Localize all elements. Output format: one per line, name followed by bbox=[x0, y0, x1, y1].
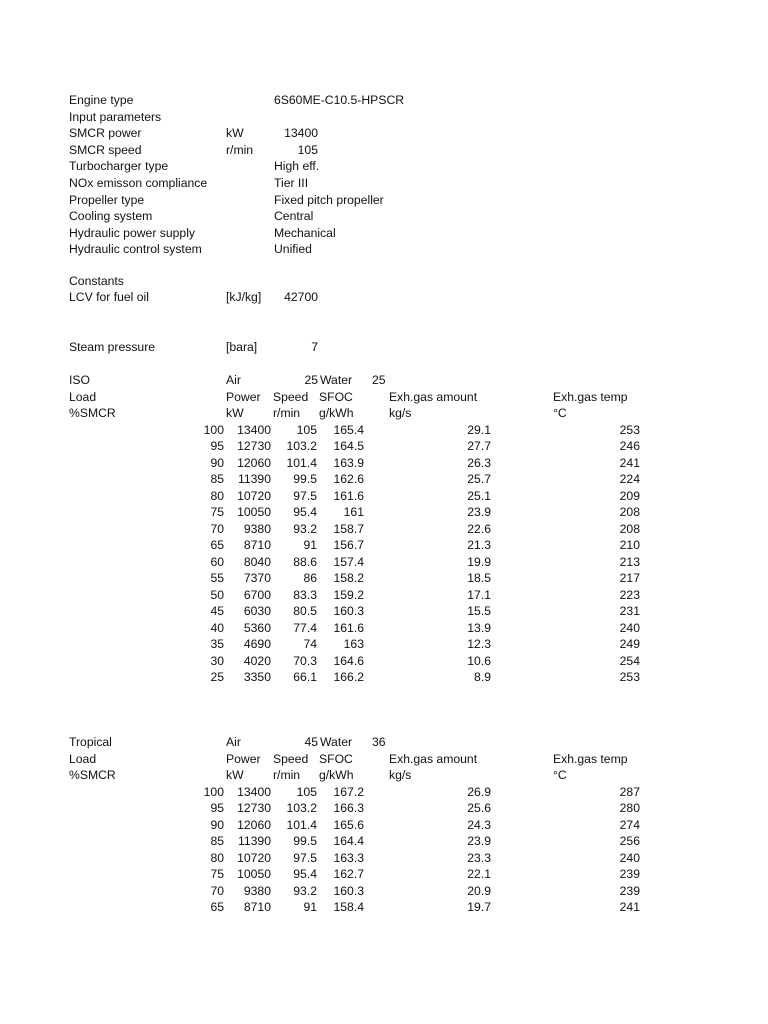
param-unit: r/min bbox=[226, 142, 254, 157]
load-cell: 25 bbox=[210, 670, 224, 684]
water-label: Water bbox=[320, 373, 353, 387]
exh-temp-cell: 239 bbox=[619, 883, 640, 898]
exh-amount-cell: 12.3 bbox=[467, 637, 491, 651]
exh-amount-cell: 8.9 bbox=[474, 670, 491, 684]
sfoc-cell: 161 bbox=[343, 505, 364, 519]
unit-kw: kW bbox=[226, 406, 244, 420]
exh-amount-cell: 17.1 bbox=[467, 587, 491, 602]
speed-cell: 74 bbox=[303, 637, 317, 651]
sfoc-cell: 161.6 bbox=[333, 488, 364, 503]
condition-name: ISO bbox=[69, 373, 90, 387]
sfoc-cell: 164.6 bbox=[333, 653, 364, 668]
load-cell: 85 bbox=[210, 472, 224, 486]
exh-temp-cell: 241 bbox=[619, 455, 640, 470]
condition-name: Tropical bbox=[69, 735, 112, 749]
speed-cell: 66.1 bbox=[293, 670, 317, 684]
exh-temp-cell: 253 bbox=[619, 422, 640, 437]
load-cell: 35 bbox=[210, 637, 224, 651]
speed-cell: 91 bbox=[303, 538, 317, 552]
sfoc-cell: 166.3 bbox=[333, 801, 364, 815]
param-text: Central bbox=[274, 209, 314, 224]
param-label: Hydraulic power supply bbox=[69, 225, 195, 240]
speed-cell: 95.4 bbox=[293, 505, 317, 519]
smcr-header: %SMCR bbox=[69, 406, 116, 420]
exh-temp-cell: 246 bbox=[619, 439, 640, 453]
load-cell: 65 bbox=[210, 900, 224, 914]
constants-heading: Constants bbox=[69, 274, 124, 288]
exh-temp-cell: 249 bbox=[619, 637, 640, 651]
exh-amount-cell: 22.6 bbox=[467, 521, 491, 536]
speed-cell: 101.4 bbox=[286, 455, 317, 470]
speed-cell: 80.5 bbox=[293, 604, 317, 618]
exh-amount-cell: 18.5 bbox=[467, 571, 491, 585]
exh-temp-cell: 280 bbox=[619, 801, 640, 815]
sfoc-cell: 160.3 bbox=[333, 883, 364, 898]
power-cell: 6030 bbox=[243, 604, 271, 618]
sfoc-cell: 159.2 bbox=[333, 587, 364, 602]
power-cell: 4020 bbox=[243, 653, 271, 668]
exh-amount-cell: 22.1 bbox=[467, 867, 491, 881]
power-cell: 10050 bbox=[237, 505, 271, 519]
exh-amount-cell: 20.9 bbox=[467, 883, 491, 898]
speed-cell: 77.4 bbox=[293, 620, 317, 635]
sfoc-cell: 162.6 bbox=[333, 472, 364, 486]
param-unit: kW bbox=[226, 126, 244, 141]
load-cell: 100 bbox=[203, 422, 224, 437]
sfoc-cell: 167.2 bbox=[333, 784, 364, 799]
exh-temp-cell: 210 bbox=[619, 538, 640, 552]
exh-temp-cell: 274 bbox=[619, 817, 640, 832]
lcv-label: LCV for fuel oil bbox=[69, 290, 149, 304]
air-label: Air bbox=[226, 735, 241, 749]
sfoc-cell: 156.7 bbox=[333, 538, 364, 552]
param-value: 105 bbox=[297, 142, 318, 157]
load-header: Load bbox=[69, 389, 97, 404]
param-label: Propeller type bbox=[69, 192, 145, 207]
power-cell: 11390 bbox=[238, 472, 271, 486]
unit-rmin: r/min bbox=[273, 768, 301, 782]
speed-cell: 95.4 bbox=[293, 867, 317, 881]
load-cell: 90 bbox=[210, 455, 224, 470]
smcr-header: %SMCR bbox=[69, 768, 116, 782]
speed-cell: 101.4 bbox=[286, 817, 317, 832]
exh-amount-cell: 26.9 bbox=[467, 784, 491, 799]
sfoc-cell: 166.2 bbox=[333, 670, 364, 684]
load-cell: 90 bbox=[210, 817, 224, 832]
speed-header: Speed bbox=[273, 751, 309, 766]
power-cell: 5360 bbox=[243, 620, 271, 635]
sfoc-cell: 165.4 bbox=[333, 422, 364, 437]
sfoc-cell: 164.4 bbox=[333, 834, 364, 848]
lcv-unit: [kJ/kg] bbox=[226, 290, 262, 304]
exh-temp-cell: 208 bbox=[619, 521, 640, 536]
water-temp: 36 bbox=[372, 735, 386, 749]
param-text: Fixed pitch propeller bbox=[274, 192, 384, 207]
air-temp: 45 bbox=[304, 735, 318, 749]
load-cell: 80 bbox=[210, 850, 224, 865]
speed-cell: 83.3 bbox=[293, 587, 317, 602]
speed-cell: 97.5 bbox=[293, 488, 317, 503]
sfoc-cell: 158.7 bbox=[333, 521, 364, 536]
param-text: 6S60ME-C10.5-HPSCR bbox=[274, 93, 405, 107]
exh-amount-cell: 21.3 bbox=[467, 538, 491, 552]
power-cell: 12060 bbox=[237, 817, 271, 832]
power-header: Power bbox=[226, 751, 261, 766]
load-cell: 75 bbox=[210, 867, 224, 881]
param-label: NOx emisson compliance bbox=[69, 176, 208, 190]
exh-amount-cell: 25.1 bbox=[467, 488, 491, 503]
power-cell: 12730 bbox=[237, 801, 271, 815]
steam-pressure-unit: [bara] bbox=[226, 340, 258, 354]
sfoc-cell: 158.2 bbox=[333, 571, 364, 585]
unit-kw: kW bbox=[226, 768, 244, 782]
load-cell: 75 bbox=[210, 505, 224, 519]
speed-cell: 91 bbox=[303, 900, 317, 914]
exh-amount-cell: 19.7 bbox=[467, 900, 491, 914]
exh-temp-cell: 224 bbox=[619, 472, 640, 486]
load-cell: 60 bbox=[210, 554, 224, 569]
sfoc-cell: 157.4 bbox=[333, 554, 364, 569]
load-cell: 65 bbox=[210, 538, 224, 552]
load-cell: 85 bbox=[210, 834, 224, 848]
exh-amount-cell: 26.3 bbox=[467, 455, 491, 470]
power-cell: 12730 bbox=[237, 439, 271, 453]
speed-cell: 70.3 bbox=[293, 653, 317, 668]
param-label: SMCR power bbox=[69, 126, 142, 141]
unit-kgs: kg/s bbox=[389, 768, 412, 782]
param-text: Tier III bbox=[274, 176, 309, 190]
sfoc-header: SFOC bbox=[319, 389, 353, 404]
param-label: SMCR speed bbox=[69, 142, 142, 157]
sfoc-cell: 161.6 bbox=[333, 620, 364, 635]
unit-c: °C bbox=[553, 406, 567, 420]
load-cell: 95 bbox=[210, 801, 224, 815]
exh-amount-cell: 15.5 bbox=[467, 604, 491, 618]
exh-temp-cell: 208 bbox=[619, 505, 640, 519]
power-cell: 11390 bbox=[238, 834, 271, 848]
speed-header: Speed bbox=[273, 389, 309, 404]
exh-amount-cell: 29.1 bbox=[467, 422, 491, 437]
load-cell: 100 bbox=[203, 784, 224, 799]
unit-gkwh: g/kWh bbox=[319, 406, 354, 420]
power-cell: 13400 bbox=[237, 784, 271, 799]
load-cell: 40 bbox=[210, 620, 224, 635]
load-cell: 55 bbox=[210, 571, 224, 585]
speed-cell: 103.2 bbox=[286, 439, 317, 453]
exh-temp-cell: 231 bbox=[619, 604, 640, 618]
sfoc-cell: 164.5 bbox=[333, 439, 364, 453]
exh-amount-cell: 19.9 bbox=[467, 554, 491, 569]
exh-amount-cell: 25.7 bbox=[467, 472, 491, 486]
speed-cell: 99.5 bbox=[293, 472, 317, 486]
exh-temp-cell: 287 bbox=[619, 784, 640, 799]
speed-cell: 99.5 bbox=[293, 834, 317, 848]
param-label: Engine type bbox=[69, 93, 134, 107]
param-label: Turbocharger type bbox=[69, 159, 169, 174]
water-temp: 25 bbox=[372, 373, 386, 387]
exh-temp-cell: 209 bbox=[619, 488, 640, 503]
exh-temp-cell: 217 bbox=[619, 571, 640, 585]
power-cell: 8710 bbox=[243, 900, 271, 914]
speed-cell: 97.5 bbox=[293, 850, 317, 865]
load-header: Load bbox=[69, 751, 97, 766]
power-cell: 10720 bbox=[237, 488, 271, 503]
param-label: Input parameters bbox=[69, 109, 162, 124]
power-cell: 10050 bbox=[237, 867, 271, 881]
exh-temp-cell: 240 bbox=[619, 850, 640, 865]
lcv-value: 42700 bbox=[284, 290, 318, 304]
exh-temp-cell: 253 bbox=[619, 670, 640, 684]
speed-cell: 105 bbox=[296, 422, 317, 437]
exh-amount-cell: 27.7 bbox=[467, 439, 491, 453]
sfoc-cell: 162.7 bbox=[333, 867, 364, 881]
steam-pressure-label: Steam pressure bbox=[69, 340, 156, 354]
air-label: Air bbox=[226, 373, 241, 387]
load-cell: 80 bbox=[210, 488, 224, 503]
power-cell: 12060 bbox=[237, 455, 271, 470]
power-header: Power bbox=[226, 389, 261, 404]
power-cell: 4690 bbox=[243, 637, 271, 651]
exh-temp-header: Exh.gas temp bbox=[553, 389, 628, 404]
unit-c: °C bbox=[553, 768, 567, 782]
exh-amount-cell: 24.3 bbox=[467, 817, 491, 832]
speed-cell: 86 bbox=[303, 571, 317, 585]
sfoc-cell: 163.3 bbox=[333, 850, 364, 865]
exh-amount-cell: 25.6 bbox=[467, 801, 491, 815]
exh-temp-cell: 241 bbox=[619, 900, 640, 914]
exh-amount-cell: 10.6 bbox=[467, 653, 491, 668]
exh-amount-cell: 23.3 bbox=[467, 850, 491, 865]
exh-temp-cell: 213 bbox=[619, 554, 640, 569]
exh-temp-cell: 240 bbox=[619, 620, 640, 635]
param-text: Mechanical bbox=[274, 225, 336, 240]
load-cell: 95 bbox=[210, 439, 224, 453]
exh-amount-header: Exh.gas amount bbox=[389, 751, 478, 766]
sfoc-cell: 160.3 bbox=[333, 604, 364, 618]
power-cell: 6700 bbox=[243, 587, 271, 602]
power-cell: 13400 bbox=[237, 422, 271, 437]
sfoc-cell: 163.9 bbox=[333, 455, 364, 470]
unit-gkwh: g/kWh bbox=[319, 768, 354, 782]
exh-temp-cell: 223 bbox=[619, 587, 640, 602]
param-text: Unified bbox=[274, 242, 312, 257]
power-cell: 9380 bbox=[243, 883, 271, 898]
power-cell: 8040 bbox=[243, 554, 271, 569]
exh-temp-cell: 254 bbox=[619, 653, 640, 668]
exh-temp-cell: 256 bbox=[619, 834, 640, 848]
param-label: Hydraulic control system bbox=[69, 242, 202, 257]
steam-pressure-value: 7 bbox=[311, 340, 318, 354]
exh-amount-header: Exh.gas amount bbox=[389, 389, 478, 404]
load-cell: 50 bbox=[210, 587, 224, 602]
speed-cell: 93.2 bbox=[293, 521, 317, 536]
unit-kgs: kg/s bbox=[389, 406, 412, 420]
load-cell: 70 bbox=[210, 883, 224, 898]
sfoc-cell: 165.6 bbox=[333, 817, 364, 832]
load-cell: 70 bbox=[210, 521, 224, 536]
exh-temp-cell: 239 bbox=[619, 867, 640, 881]
water-label: Water bbox=[320, 735, 353, 749]
power-cell: 7370 bbox=[243, 571, 271, 585]
param-label: Cooling system bbox=[69, 209, 153, 224]
exh-amount-cell: 23.9 bbox=[467, 505, 491, 519]
param-text: High eff. bbox=[274, 159, 320, 174]
sfoc-header: SFOC bbox=[319, 751, 353, 766]
speed-cell: 88.6 bbox=[293, 554, 317, 569]
exh-amount-cell: 23.9 bbox=[467, 834, 491, 848]
power-cell: 9380 bbox=[243, 521, 271, 536]
sfoc-cell: 158.4 bbox=[333, 900, 364, 914]
sfoc-cell: 163 bbox=[343, 637, 364, 651]
power-cell: 8710 bbox=[243, 538, 271, 552]
exh-amount-cell: 13.9 bbox=[467, 620, 491, 635]
load-cell: 45 bbox=[210, 604, 224, 618]
param-value: 13400 bbox=[284, 126, 318, 141]
unit-rmin: r/min bbox=[273, 406, 301, 420]
speed-cell: 93.2 bbox=[293, 883, 317, 898]
speed-cell: 105 bbox=[296, 784, 317, 799]
exh-temp-header: Exh.gas temp bbox=[553, 751, 628, 766]
power-cell: 3350 bbox=[243, 670, 271, 684]
air-temp: 25 bbox=[304, 373, 318, 387]
load-cell: 30 bbox=[210, 653, 224, 668]
power-cell: 10720 bbox=[237, 850, 271, 865]
speed-cell: 103.2 bbox=[286, 801, 317, 815]
